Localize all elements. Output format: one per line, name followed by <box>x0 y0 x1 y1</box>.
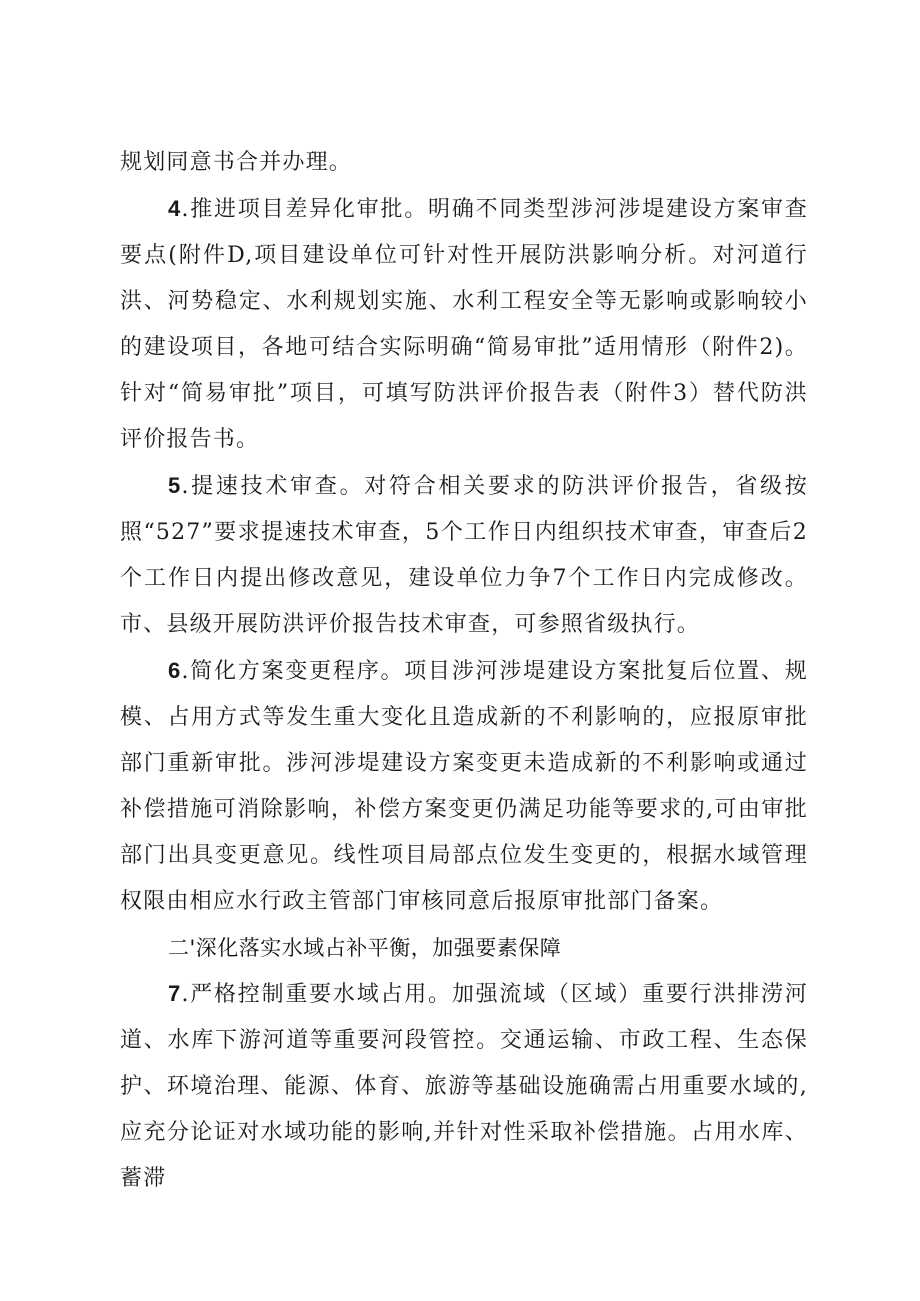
paragraph-number: 7 <box>168 981 182 1006</box>
paragraph-continuation <box>120 140 808 186</box>
paragraph-number: 5 <box>168 473 182 498</box>
paragraph-number: 4 <box>168 196 182 221</box>
paragraph-text: 规划同意书合并办理。 <box>120 150 353 175</box>
paragraph-text: .提速技术审查。对符合相关要求的防洪评价报告，省级按照“527”要求提速技术审查，5个工作日内组织技术审查，审查后2个工作日内提出修改意见，建设单位力争7个工作日内完成修改。市、县级开展防洪评价报告技术审查，可参照省级执行。 <box>120 474 808 637</box>
document-body <box>120 140 808 1202</box>
paragraph-text: .简化方案变更程序。项目涉河涉堤建设方案批复后位置、规模、占用方式等发生重大变化且造成新的不利影响的，应报原审批部门重新审批。涉河涉堤建设方案变更未造成新的不利影响或通过补偿措施可消除影响，补偿方案变更仍满足功能等要求的,可由审批部门出具变更意见。线性项目局部点位发生变更的，根据水域管理权限由相应水行政主管部门审核同意后报原审批部门备案。 <box>120 659 808 914</box>
paragraph-item-4 <box>120 186 808 463</box>
paragraph-item-7 <box>120 971 808 1202</box>
paragraph-item-5 <box>120 463 808 648</box>
paragraph-item-6 <box>120 648 808 925</box>
paragraph-text: .严格控制重要水域占用。加强流域（区域）重要行洪排涝河道、水库下游河道等重要河段管控。交通运输、市政工程、生态保护、环境治理、能源、体育、旅游等基础设施确需占用重要水域的,应充分论证对水域功能的影响,并针对性采取补偿措施。占用水库、蓄滞 <box>120 982 808 1191</box>
paragraph-text: .推进项目差异化审批。明确不同类型涉河涉堤建设方案审查要点(附件D,项目建设单位可针对性开展防洪影响分析。对河道行洪、河势稳定、水利规划实施、水利工程安全等无影响或影响较小的建设项目，各地可结合实际明确“简易审批”适用情形（附件2)。针对“简易审批”项目，可填写防洪评价报告表（附件3）替代防洪评价报告书。 <box>120 197 808 452</box>
paragraph-number: 6 <box>168 658 182 683</box>
section-heading: 二'深化落实水域占补平衡，加强要素保障 <box>168 936 562 960</box>
